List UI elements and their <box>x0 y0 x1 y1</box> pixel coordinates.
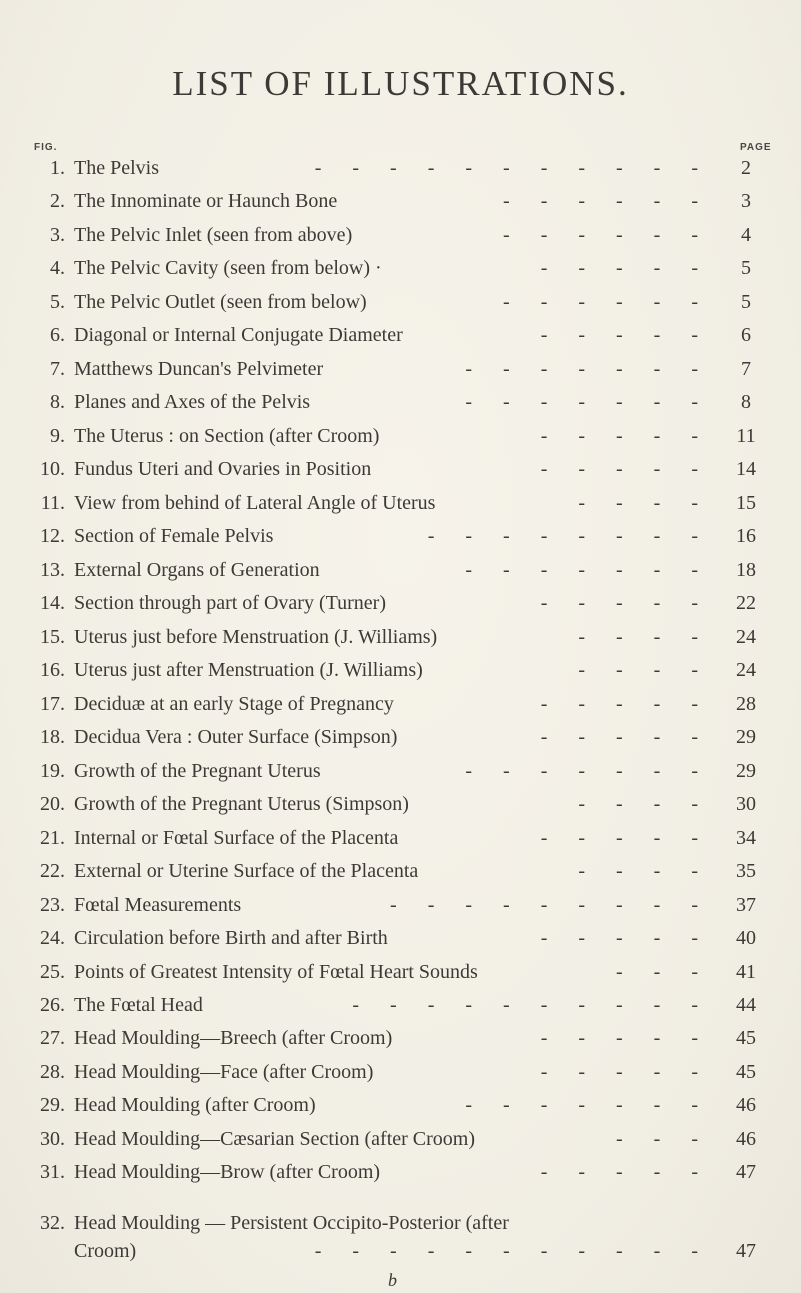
leader-dots: - - - - - - - <box>465 358 711 380</box>
figure-number: 13. <box>40 559 65 581</box>
list-item <box>0 924 801 952</box>
page-number: 35 <box>736 860 756 882</box>
leader-dots: - - - - - <box>540 927 711 949</box>
figure-title-continued: Croom) <box>74 1240 137 1262</box>
leader-dots: - - - - <box>578 860 711 882</box>
figure-number: 23. <box>40 894 65 916</box>
figure-number: 16. <box>40 659 65 681</box>
page-number: 46 <box>736 1128 756 1150</box>
list-item <box>0 757 801 785</box>
figure-title: Fundus Uteri and Ovaries in Position <box>74 458 372 480</box>
page-number: 24 <box>736 659 756 681</box>
page-number: 45 <box>736 1027 756 1049</box>
figure-number: 28. <box>40 1061 65 1083</box>
figure-number: 9. <box>50 425 65 447</box>
leader-dots: - - - - - - - - - <box>390 894 711 916</box>
figure-number: 6. <box>50 324 65 346</box>
list-item <box>0 857 801 885</box>
list-item-continuation <box>0 1237 801 1265</box>
signature-mark: b <box>388 1270 397 1290</box>
figure-number: 8. <box>50 391 65 413</box>
list-item <box>0 355 801 383</box>
page-number: 3 <box>741 190 751 212</box>
page-number: 41 <box>736 961 756 983</box>
page-number: 14 <box>736 458 756 480</box>
page-number: 30 <box>736 793 756 815</box>
leader-dots: - - - - - - - - <box>427 525 711 547</box>
list-item <box>0 656 801 684</box>
leader-dots: - - - - <box>578 793 711 815</box>
page-number: 44 <box>736 994 756 1016</box>
figure-title: External or Uterine Surface of the Placenta <box>74 860 419 882</box>
leader-dots: - - - - - <box>540 458 711 480</box>
figure-title: Planes and Axes of the Pelvis <box>74 391 311 413</box>
figure-number: 11. <box>40 492 65 514</box>
figure-number: 10. <box>40 458 65 480</box>
leader-dots: - - - - - <box>540 257 711 279</box>
list-item <box>0 288 801 316</box>
list-item <box>0 321 801 349</box>
page-number: 15 <box>736 492 756 514</box>
page-title: LIST OF ILLUSTRATIONS. <box>172 64 629 103</box>
list-item <box>0 690 801 718</box>
fig-column-header: FIG. <box>34 142 58 153</box>
figure-number: 25. <box>40 961 65 983</box>
list-item <box>0 154 801 182</box>
list-item <box>0 422 801 450</box>
leader-dots: - - - - - - - - - - <box>352 994 711 1016</box>
figure-number: 26. <box>40 994 65 1016</box>
figure-number: 19. <box>40 760 65 782</box>
figure-title: Internal or Fœtal Surface of the Placenta <box>74 827 399 849</box>
page-number: 24 <box>736 626 756 648</box>
page-column-header: PAGE <box>740 142 772 153</box>
page-number: 18 <box>736 559 756 581</box>
figure-title: The Pelvis <box>74 157 159 179</box>
leader-dots: - - - - - - - <box>465 760 711 782</box>
figure-title: Growth of the Pregnant Uterus <box>74 760 321 782</box>
list-item <box>0 1091 801 1119</box>
figure-number: 1. <box>50 157 65 179</box>
figure-number: 18. <box>40 726 65 748</box>
figure-title: Uterus just before Menstruation (J. Williams) <box>74 626 438 648</box>
page-number: 37 <box>736 894 756 916</box>
list-item <box>0 522 801 550</box>
page-number: 46 <box>736 1094 756 1116</box>
page-number: 16 <box>736 525 756 547</box>
leader-dots: - - - - - - <box>503 224 711 246</box>
figure-number: 17. <box>40 693 65 715</box>
figure-title: The Uterus : on Section (after Croom) <box>74 425 380 447</box>
figure-title: Diagonal or Internal Conjugate Diameter <box>74 324 403 346</box>
figure-title: View from behind of Lateral Angle of Uterus <box>74 492 436 514</box>
page-number: 7 <box>741 358 751 380</box>
page-number: 2 <box>741 157 751 179</box>
figure-number: 30. <box>40 1128 65 1150</box>
figure-number: 20. <box>40 793 65 815</box>
leader-dots: - - - - - <box>540 1027 711 1049</box>
figure-title: Fœtal Measurements <box>74 894 242 916</box>
figure-title: Head Moulding—Brow (after Croom) <box>74 1161 381 1183</box>
list-item <box>0 1209 801 1237</box>
list-item <box>0 489 801 517</box>
figure-number: 7. <box>50 358 65 380</box>
figure-title: Head Moulding (after Croom) <box>74 1094 316 1116</box>
figure-title: Growth of the Pregnant Uterus (Simpson) <box>74 793 409 815</box>
list-item <box>0 254 801 282</box>
figure-title: Head Moulding — Persistent Occipito-Posterior (after <box>74 1212 509 1234</box>
figure-title: The Innominate or Haunch Bone <box>74 190 338 212</box>
leader-dots: - - - - <box>578 659 711 681</box>
figure-number: 12. <box>40 525 65 547</box>
page-number: 29 <box>736 726 756 748</box>
page-number: 34 <box>736 827 756 849</box>
list-item <box>0 1024 801 1052</box>
figure-title: External Organs of Generation <box>74 559 320 581</box>
figure-number: 32. <box>40 1212 65 1234</box>
figure-title: Head Moulding—Breech (after Croom) <box>74 1027 393 1049</box>
leader-dots: - - - - - - <box>503 190 711 212</box>
figure-title: The Fœtal Head <box>74 994 203 1016</box>
page-number: 28 <box>736 693 756 715</box>
figure-title: Uterus just after Menstruation (J. Williams) <box>74 659 423 681</box>
page-number: 5 <box>741 291 751 313</box>
leader-dots: - - - - - <box>540 827 711 849</box>
figure-title: The Pelvic Inlet (seen from above) <box>74 224 353 246</box>
list-item <box>0 221 801 249</box>
figure-number: 15. <box>40 626 65 648</box>
leader-dots: - - - - - - - <box>465 559 711 581</box>
leader-dots: - - - - - - - - - - - <box>314 157 711 179</box>
page-number: 11 <box>736 425 756 447</box>
leader-dots: - - - <box>616 1128 711 1150</box>
page-number: 5 <box>741 257 751 279</box>
leader-dots: - - - - <box>578 626 711 648</box>
list-item <box>0 1158 801 1186</box>
page-number: 47 <box>736 1161 756 1183</box>
figure-number: 24. <box>40 927 65 949</box>
leader-dots: - - - - - <box>540 324 711 346</box>
list-item <box>0 824 801 852</box>
figure-number: 5. <box>50 291 65 313</box>
leader-dots: - - - <box>616 961 711 983</box>
page-number: 8 <box>741 391 751 413</box>
list-item <box>0 991 801 1019</box>
leader-dots: - - - - - <box>540 726 711 748</box>
figure-title: Deciduæ at an early Stage of Pregnancy <box>74 693 394 715</box>
page-number: 45 <box>736 1061 756 1083</box>
figure-number: 31. <box>40 1161 65 1183</box>
figure-number: 21. <box>40 827 65 849</box>
list-item <box>0 556 801 584</box>
figure-title: The Pelvic Cavity (seen from below) · <box>74 257 382 279</box>
figure-number: 22. <box>40 860 65 882</box>
figure-title: Points of Greatest Intensity of Fœtal Heart Sounds <box>74 961 478 983</box>
leader-dots: - - - - - - - - - - - <box>314 1240 711 1262</box>
leader-dots: - - - - - <box>540 592 711 614</box>
list-item <box>0 958 801 986</box>
page-number: 29 <box>736 760 756 782</box>
leader-dots: - - - - - <box>540 1161 711 1183</box>
figure-title: Section through part of Ovary (Turner) <box>74 592 386 614</box>
figure-title: The Pelvic Outlet (seen from below) <box>74 291 367 313</box>
page-number: 22 <box>736 592 756 614</box>
list-item <box>0 455 801 483</box>
page-number: 40 <box>736 927 756 949</box>
figure-title: Decidua Vera : Outer Surface (Simpson) <box>74 726 398 748</box>
page-number: 4 <box>741 224 751 246</box>
list-item <box>0 1125 801 1153</box>
leader-dots: - - - - - - - <box>465 1094 711 1116</box>
list-item <box>0 623 801 651</box>
leader-dots: - - - - - <box>540 693 711 715</box>
list-item <box>0 187 801 215</box>
figure-number: 29. <box>40 1094 65 1116</box>
list-item <box>0 388 801 416</box>
list-item <box>0 723 801 751</box>
leader-dots: - - - - - - <box>503 291 711 313</box>
figure-number: 2. <box>50 190 65 212</box>
list-item <box>0 790 801 818</box>
figure-number: 27. <box>40 1027 65 1049</box>
list-item <box>0 589 801 617</box>
leader-dots: - - - - <box>578 492 711 514</box>
leader-dots: - - - - - - - <box>465 391 711 413</box>
figure-title: Section of Female Pelvis <box>74 525 274 547</box>
figure-title: Head Moulding—Cæsarian Section (after Croom) <box>74 1128 476 1150</box>
page-number: 47 <box>736 1240 756 1262</box>
list-item <box>0 1058 801 1086</box>
figure-title: Matthews Duncan's Pelvimeter <box>74 358 324 380</box>
page-number: 6 <box>741 324 751 346</box>
list-item <box>0 891 801 919</box>
figure-title: Circulation before Birth and after Birth <box>74 927 388 949</box>
figure-number: 3. <box>50 224 65 246</box>
leader-dots: - - - - - <box>540 425 711 447</box>
figure-number: 14. <box>40 592 65 614</box>
leader-dots: - - - - - <box>540 1061 711 1083</box>
figure-number: 4. <box>50 257 65 279</box>
figure-title: Head Moulding—Face (after Croom) <box>74 1061 374 1083</box>
